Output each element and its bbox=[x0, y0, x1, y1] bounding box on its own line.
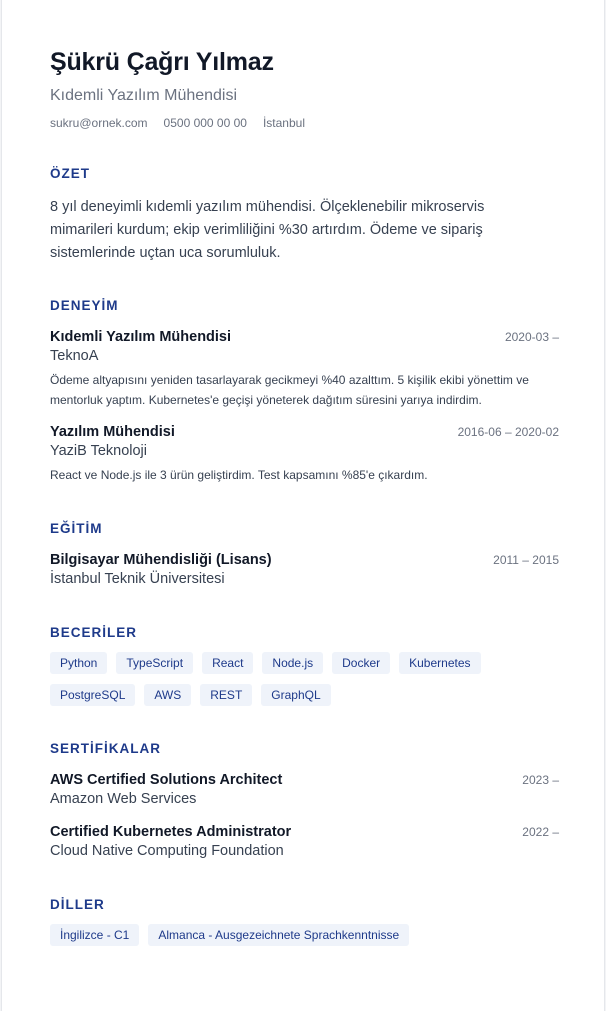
resume-page bbox=[1, 0, 605, 1011]
language-tag: İngilizce - C1 bbox=[50, 924, 139, 946]
experience-date: 2016-06 – 2020-02 bbox=[457, 425, 559, 439]
skill-tag: Node.js bbox=[262, 652, 323, 674]
certification-date: 2023 – bbox=[522, 773, 559, 787]
skill-tag: Python bbox=[50, 652, 107, 674]
candidate-role: Kıdemli Yazılım Mühendisi bbox=[50, 87, 238, 104]
section-title-education: EĞİTİM bbox=[50, 521, 103, 536]
candidate-name: Şükrü Çağrı Yılmaz bbox=[50, 48, 274, 76]
experience-item bbox=[50, 329, 559, 410]
contact-info bbox=[50, 116, 305, 130]
skill-tag: GraphQL bbox=[261, 684, 330, 706]
contact-email: sukru@ornek.com bbox=[50, 116, 148, 130]
experience-company: TeknoA bbox=[50, 348, 99, 364]
experience-date: 2020-03 – bbox=[504, 330, 559, 344]
education-school: İstanbul Teknik Üniversitesi bbox=[50, 571, 225, 587]
section-title-summary: ÖZET bbox=[50, 166, 90, 181]
contact-phone: 0500 000 00 00 bbox=[163, 116, 247, 130]
skill-tag: REST bbox=[200, 684, 252, 706]
certification-title: AWS Certified Solutions Architect bbox=[50, 772, 283, 788]
languages-list bbox=[50, 924, 560, 946]
certification-title: Certified Kubernetes Administrator bbox=[50, 824, 292, 840]
section-title-experience: DENEYİM bbox=[50, 298, 119, 313]
summary-text: 8 yıl deneyimli kıdemli yazılım mühendisi. Ölçeklenebilir mikroservis mimarileri kurdum; ekip verimliliğini %30 artırdım. Ödeme ve sipariş sistemlerinde uçtan uca sorumluluk. bbox=[50, 199, 485, 261]
education-title: Bilgisayar Mühendisliği (Lisans) bbox=[50, 552, 272, 568]
experience-title: Kıdemli Yazılım Mühendisi bbox=[50, 329, 232, 345]
education-date: 2011 – 2015 bbox=[493, 553, 559, 567]
experience-item bbox=[50, 424, 559, 485]
experience-title: Yazılım Mühendisi bbox=[50, 424, 175, 440]
contact-city: İstanbul bbox=[262, 116, 305, 130]
certification-item bbox=[50, 772, 559, 807]
skills-list bbox=[50, 652, 560, 706]
section-title-skills: BECERİLER bbox=[50, 625, 138, 640]
skill-tag: AWS bbox=[144, 684, 191, 706]
certification-issuer: Cloud Native Computing Foundation bbox=[50, 843, 284, 859]
skill-tag: Docker bbox=[332, 652, 390, 674]
certification-date: 2022 – bbox=[522, 825, 559, 839]
language-tag: Almanca - Ausgezeichnete Sprachkenntnisse bbox=[148, 924, 409, 946]
skill-tag: React bbox=[202, 652, 253, 674]
skill-tag: TypeScript bbox=[116, 652, 193, 674]
experience-description: Ödeme altyapısını yeniden tasarlayarak gecikmeyi %40 azalttım. 5 kişilik ekibi yönettim ve mentorluk yaptım. Kubernetes'e geçişi yöneterek dağıtım süresini yarıya indirdim. bbox=[50, 373, 529, 407]
experience-description: React ve Node.js ile 3 ürün geliştirdim. Test kapsamını %85'e çıkardım. bbox=[50, 468, 428, 482]
certification-item bbox=[50, 824, 559, 859]
section-title-certifications: SERTİFİKALAR bbox=[50, 741, 161, 756]
education-item bbox=[50, 552, 559, 587]
certification-issuer: Amazon Web Services bbox=[50, 791, 197, 807]
experience-company: YaziB Teknoloji bbox=[50, 443, 147, 459]
skill-tag: Kubernetes bbox=[399, 652, 480, 674]
section-title-languages: DİLLER bbox=[50, 897, 105, 912]
skill-tag: PostgreSQL bbox=[50, 684, 135, 706]
